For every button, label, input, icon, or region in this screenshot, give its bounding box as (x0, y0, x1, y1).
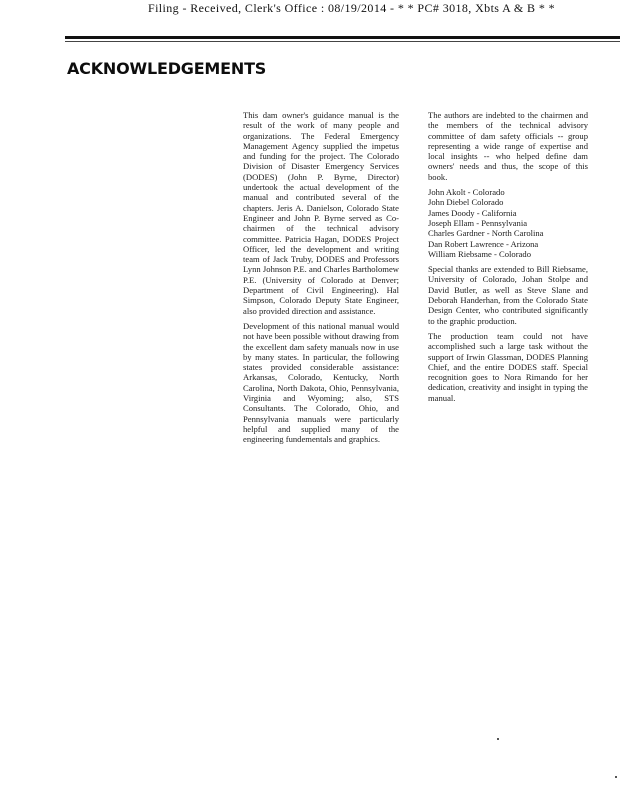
committee-member: James Doody - California (428, 207, 517, 218)
right-column (428, 110, 588, 408)
committee-member: William Riebsame - Colorado (428, 248, 531, 259)
committee-member: John Diebel Colorado (428, 197, 504, 208)
committee-member: Charles Gardner - North Carolina (428, 228, 544, 239)
special-thanks-paragraph: Special thanks are extended to Bill Riebsame, University of Colorado, Johan Stolpe and David Butler, as well as Steve Slane and Deborah Handerhan, from the Colorado State Design Center, who contributed significantly to the graphic production. (428, 264, 588, 326)
scan-speck (497, 738, 499, 740)
filing-stamp-header: Filing - Received, Clerk's Office : 08/19/2014 - * * PC# 3018, Xbts A & B * * (148, 1, 556, 15)
header-rule-thick (65, 36, 620, 39)
committee-intro-paragraph: The authors are indebted to the chairmen and the members of the technical advisory committee of dam safety officials -- group representing a wide range of expertise and local insights -- who helped define dam owners' needs and thus, the scope of this book. (428, 110, 588, 182)
committee-member: Dan Robert Lawrence - Arizona (428, 238, 539, 249)
left-column (243, 110, 399, 450)
state-manuals-paragraph: Development of this national manual would not have been possible without drawing from the excellent dam safety manuals now in use by many states. In particular, the following states provided considerable assistance: Arkansas, Colorado, Kentucky, North Carolina, North Dakota, Ohio, Pennsylvania, Virginia and Wyoming; also, STS Consultants. The Colorado, Ohio, and Pennsylvania manuals were particularly helpful and supplied many of the engineering fundementals and graphics. (243, 320, 399, 445)
committee-member: Joseph Ellam - Pennsylvania (428, 217, 528, 228)
committee-member: John Akolt - Colorado (428, 187, 505, 198)
funding-paragraph: This dam owner's guidance manual is the result of the work of many people and organizations. The Federal Emergency Management Agency supplied the impetus and funding for the project. The Colorado Division of Disaster Emergency Services (DODES) (John P. Byrne, Director) undertook the actual development of the manual and contributed several of the chapters. Jeris A. Danielson, Colorado State Engineer and John P. Byrne served as Co-chairmen of the technical advisory committee. Patricia Hagan, DODES Project Officer, led the development and writing team of Jack Truby, DODES and Professors Lynn Johnson P.E. and Charles Bartholomew P.E. (University of Colorado at Denver; Department of Civil Engineering). Hal Simpson, Colorado Deputy State Engineer, also provided direction and assistance. (243, 110, 399, 316)
committee-member-list (428, 187, 588, 259)
production-team-paragraph: The production team could not have accomplished such a large task without the support of Irwin Glassman, DODES Planning Chief, and the entire DODES staff. Special recognition goes to Nora Rimando for her dedication, creativity and insight in typing the manual. (428, 330, 588, 403)
page-title: ACKNOWLEDGEMENTS (67, 59, 267, 78)
scan-speck (615, 776, 617, 778)
header-rule-thin (65, 41, 620, 42)
